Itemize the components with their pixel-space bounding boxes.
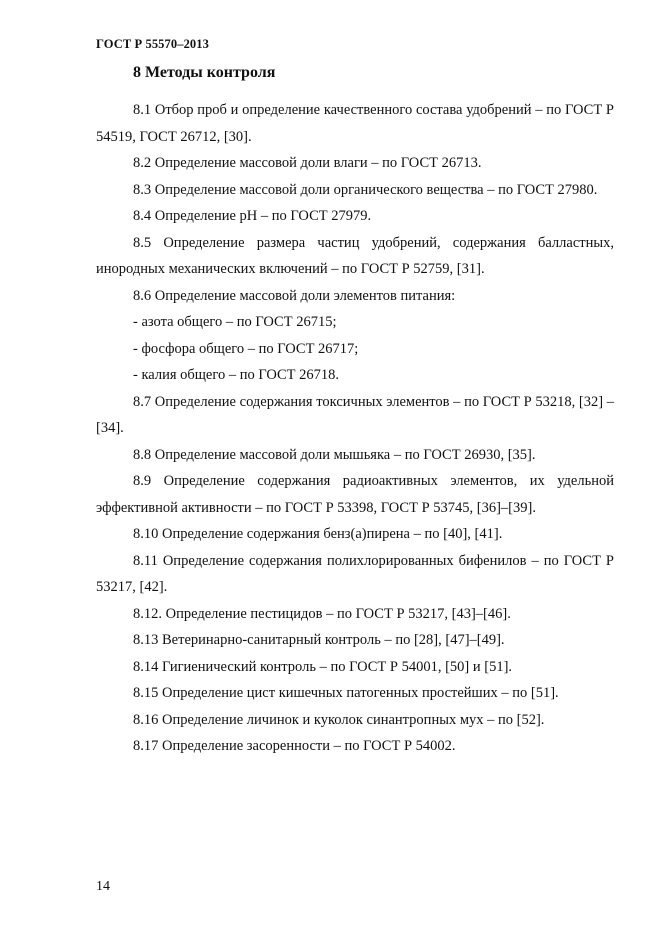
paragraph-8-11: 8.11 Определение содержания полихлорированных бифенилов – по ГОСТ Р 53217, [42]. (96, 552, 614, 595)
document-header: ГОСТ Р 55570–2013 (96, 37, 209, 51)
list-item-potassium: - калия общего – по ГОСТ 26718. (133, 367, 340, 383)
page-number: 14 (96, 879, 110, 894)
paragraph-8-16: 8.16 Определение личинок и куколок синантропных мух – по [52]. (133, 711, 545, 728)
section-title: 8 Методы контроля (133, 64, 276, 81)
paragraph-8-15: 8.15 Определение цист кишечных патогенных простейших – по [51]. (133, 685, 559, 701)
section-content (96, 97, 614, 760)
paragraph-8-13: 8.13 Ветеринарно-санитарный контроль – по [28], [47]–[49]. (133, 632, 505, 648)
paragraph-8-6: 8.6 Определение массовой доли элементов питания: (133, 287, 456, 304)
paragraph-8-2: 8.2 Определение массовой доли влаги – по ГОСТ 26713. (133, 155, 482, 171)
paragraph-8-10: 8.10 Определение содержания бенз(а)пирена – по [40], [41]. (133, 526, 503, 542)
paragraph-8-8: 8.8 Определение массовой доли мышьяка – по ГОСТ 26930, [35]. (133, 446, 536, 463)
paragraph-8-9: 8.9 Определение содержания радиоактивных элементов, их удельной эффективной активности – по ГОСТ Р 53398, ГОСТ Р 53745, [36]–[39]. (96, 473, 614, 516)
paragraph-8-5: 8.5 Определение размера частиц удобрений, содержания балластных, инородных механических включений – по ГОСТ Р 52759, [31]. (96, 234, 614, 277)
paragraph-8-12: 8.12. Определение пестицидов – по ГОСТ Р 53217, [43]–[46]. (133, 605, 511, 622)
list-item-phosphorus: - фосфора общего – по ГОСТ 26717; (133, 340, 359, 357)
paragraph-8-1: 8.1 Отбор проб и определение качественного состава удобрений – по ГОСТ Р 54519, ГОСТ 26712, [30]. (96, 102, 614, 145)
paragraph-8-4: 8.4 Определение pH – по ГОСТ 27979. (133, 208, 372, 224)
paragraph-8-3: 8.3 Определение массовой доли органического вещества – по ГОСТ 27980. (133, 181, 598, 198)
paragraph-8-14: 8.14 Гигиенический контроль – по ГОСТ Р 54001, [50] и [51]. (133, 658, 513, 675)
paragraph-8-7: 8.7 Определение содержания токсичных элементов – по ГОСТ Р 53218, [32] – [34]. (96, 393, 614, 436)
paragraph-8-17: 8.17 Определение засоренности – по ГОСТ Р 54002. (133, 738, 456, 754)
list-item-nitrogen: - азота общего – по ГОСТ 26715; (133, 314, 337, 330)
